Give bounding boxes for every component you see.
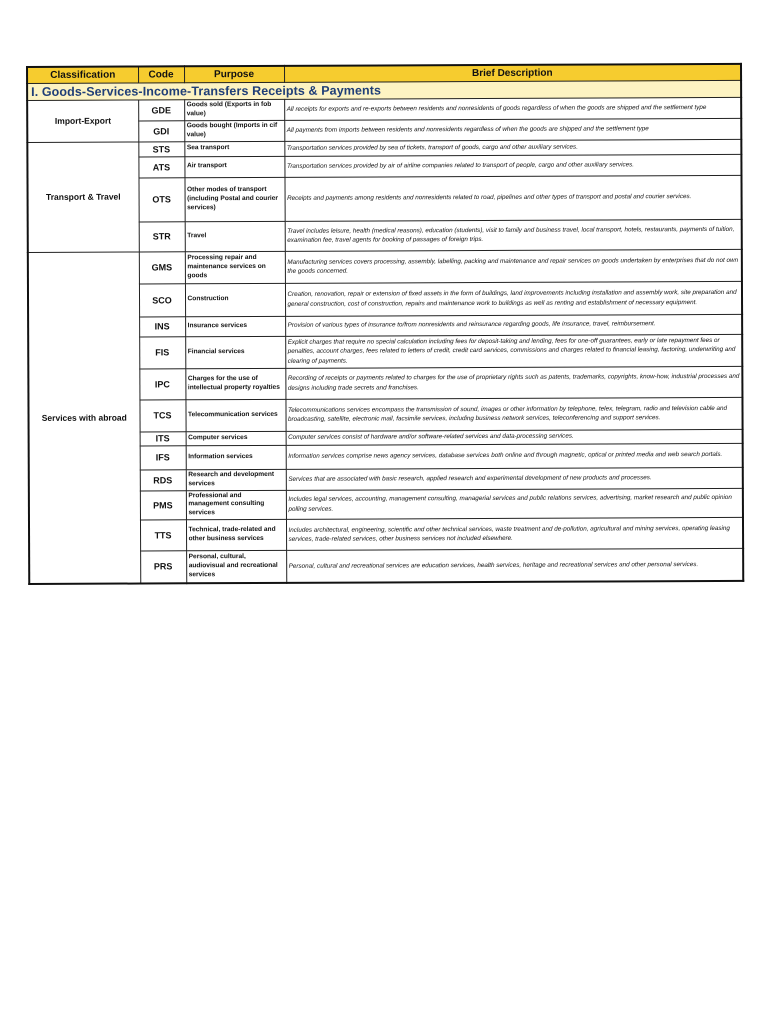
code-cell: ITS — [140, 431, 186, 445]
description-cell: Transportation services provided by air of airline companies related to transport of people, cargo and other auxiliary services. — [284, 154, 741, 177]
code-cell: TTS — [140, 520, 186, 551]
purpose-cell: Processing repair and maintenance services on goods — [185, 251, 285, 283]
purpose-cell: Charges for the use of intellectual property royalties — [185, 368, 285, 399]
purpose-cell: Information services — [186, 445, 286, 469]
description-cell: Recording of receipts or payments related to charges for the use of proprietary rights such as patents, trademarks, copyrights, know-how, industrial processes and designs including trade secrets and franchises. — [285, 366, 742, 399]
purpose-cell: Air transport — [184, 156, 284, 177]
code-cell: FIS — [139, 336, 185, 368]
code-cell: OTS — [138, 177, 184, 221]
purpose-cell: Construction — [185, 283, 285, 316]
code-cell: STR — [139, 221, 185, 251]
description-cell: All receipts for exports and re-exports between residents and nonresidents of goods regardless of when the goods are shipped and the settlement type — [284, 97, 741, 120]
code-cell: GMS — [139, 251, 185, 283]
purpose-cell: Financial services — [185, 336, 285, 368]
header-purpose: Purpose — [184, 66, 284, 83]
purpose-cell: Insurance services — [185, 316, 285, 336]
purpose-cell: Professional and management consulting services — [186, 490, 286, 520]
code-cell: TCS — [139, 399, 185, 431]
code-cell: PMS — [140, 490, 186, 520]
purpose-cell: Other modes of transport (including Postal and courier services) — [184, 177, 284, 221]
purpose-cell: Goods sold (Exports in fob value) — [184, 99, 284, 120]
code-cell: INS — [139, 316, 185, 336]
header-classification: Classification — [27, 67, 138, 84]
purpose-cell: Research and development services — [186, 469, 286, 490]
description-cell: Telecommunications services encompass the transmission of sound, images or other information by telephone, telex, telegram, radio and television cable and broadcasting, satellite, electronic mail, facsimile services, including business network services, teleconferencing and support services. — [285, 397, 742, 431]
description-cell: Computer services consist of hardware and/or software-related services and data-processing services. — [286, 429, 743, 445]
description-cell: Explicit charges that require no special calculation including fees for deposit-taking and lending, fees for one-off guarantees, early or late repayment fees or penalties, account charges, fees related to letters of credit, credit card services, commissions and charges related to financial leasing, factoring, underwriting and clearing of payments. — [285, 334, 742, 368]
purpose-cell: Technical, trade-related and other business services — [186, 520, 286, 551]
purpose-cell: Telecommunication services — [185, 399, 285, 431]
purpose-codes-table — [26, 63, 744, 585]
description-cell: Travel includes leisure, health (medical reasons), education (students), visit to family and business travel, local transport, hotels, restaurants, payments of tuition, examination fee, travel agents for booking of passages of foreign trips. — [285, 219, 742, 251]
purpose-cell: Personal, cultural, audiovisual and recreational services — [186, 551, 286, 583]
purpose-cell: Travel — [185, 221, 285, 251]
code-cell: IPC — [139, 368, 185, 399]
code-cell: RDS — [140, 469, 186, 490]
code-cell: ATS — [138, 156, 184, 177]
description-cell: Information services comprise news agency services, database services both online and through magnetic, optical or printed media and web search portals. — [286, 443, 743, 469]
section-title: I. Goods-Services-Income-Transfers Receipts & Payments — [27, 80, 741, 100]
header-code: Code — [138, 66, 184, 83]
code-cell: PRS — [140, 551, 186, 583]
description-cell: All payments from imports between residents and nonresidents regardless of when the goods are shipped and the settlement type — [284, 118, 741, 141]
purpose-cell: Computer services — [186, 431, 286, 445]
description-cell: Creation, renovation, repair or extension of fixed assets in the form of buildings, land improvements including installation and assembly work, site preparation and general construction, cost of construction, repairs and maintenance work to buildings as well as renting and establishment of necessary equipment. — [285, 281, 742, 316]
classification-services-with-abroad: Services with abroad — [28, 252, 140, 584]
code-cell: IFS — [140, 445, 186, 469]
code-cell: STS — [138, 141, 184, 156]
classification-transport-travel: Transport & Travel — [27, 142, 138, 252]
description-cell: Services that are associated with basic research, applied research and experimental development of new products and processes. — [286, 467, 743, 490]
description-cell: Includes architectural, engineering, scientific and other technical services, waste treatment and de-pollution, agricultural and mining services, operating leasing services, trade-related services, other business services not included elsewhere. — [286, 518, 743, 551]
description-cell: Transportation services provided by sea of tickets, transport of goods, cargo and other auxiliary services. — [284, 139, 741, 156]
purpose-cell: Goods bought (Imports in cif value) — [184, 120, 284, 141]
description-cell: Personal, cultural and recreational services are education services, health services, heritage and recreational services and other personal services. — [286, 549, 743, 583]
code-cell: SCO — [139, 283, 185, 316]
code-cell: GDE — [138, 100, 184, 121]
code-cell: GDI — [138, 121, 184, 142]
classification-import-export: Import-Export — [27, 100, 138, 142]
description-cell: Provision of various types of insurance to/from nonresidents and reinsurance regarding goods, life insurance, travel, reimbursement. — [285, 314, 742, 336]
document-page — [26, 63, 742, 585]
purpose-cell: Sea transport — [184, 141, 284, 156]
header-description: Brief Description — [284, 64, 741, 82]
description-cell: Manufacturing services covers processing, assembly, labelling, packing and maintenance and repair services on goods undertaken by enterprises that do not own the goods concerned. — [285, 249, 742, 283]
description-cell: Includes legal services, accounting, management consulting, managerial services and public relations services, advertising, market research and public opinion polling services. — [286, 488, 743, 520]
description-cell: Receipts and payments among residents and nonresidents related to road, pipelines and other types of transport and postal and courier services. — [284, 175, 741, 221]
table-row — [28, 249, 742, 284]
